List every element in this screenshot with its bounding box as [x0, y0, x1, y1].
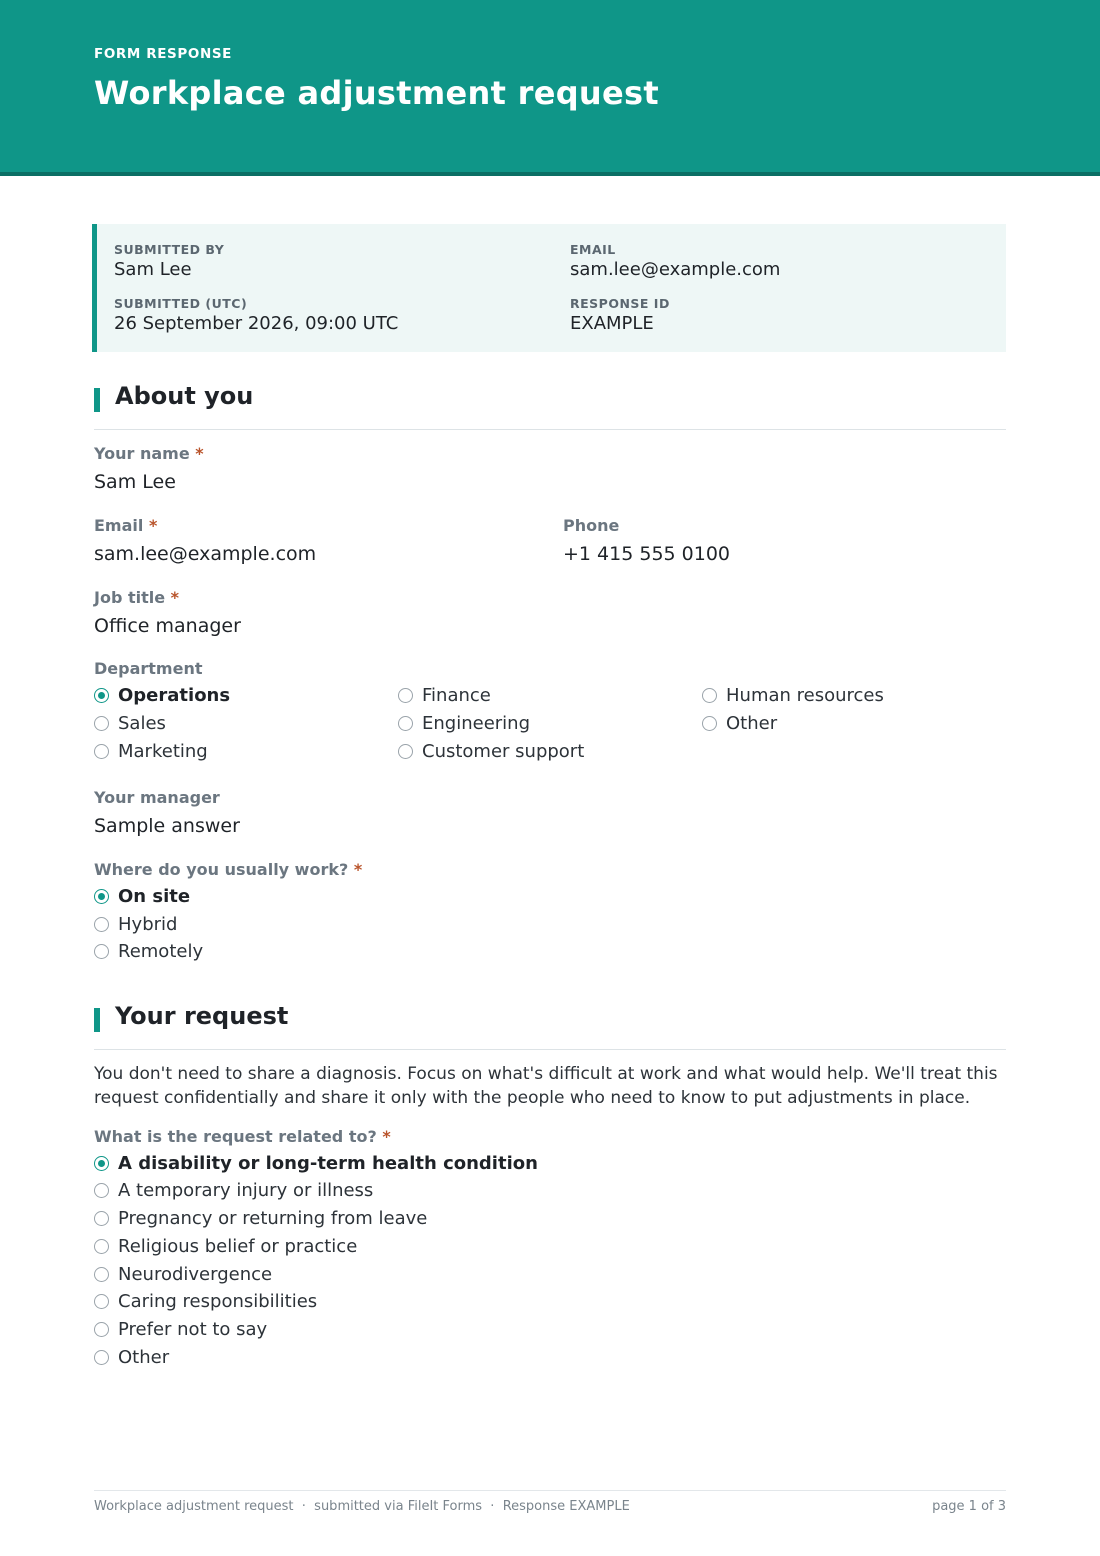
department-option: [94, 684, 230, 708]
radio-selected-icon: [94, 1156, 109, 1171]
page-footer: [94, 1490, 1006, 1514]
field-label: [94, 1127, 391, 1146]
header-eyebrow: FORM RESPONSE: [94, 46, 232, 62]
option-label: On site: [118, 886, 191, 907]
related-option: [94, 1318, 267, 1342]
field-value: Sam Lee: [94, 471, 176, 493]
field-value: Sample answer: [94, 815, 240, 837]
radio-empty-icon: [398, 688, 413, 703]
section-header: [94, 382, 1006, 430]
label-text: Job title: [94, 588, 166, 607]
option-label: Hybrid: [118, 914, 178, 935]
field-label: Department: [94, 659, 203, 678]
related-option: [94, 1207, 427, 1231]
meta-submitted-utc: [114, 296, 398, 334]
option-label: Pregnancy or returning from leave: [118, 1208, 428, 1229]
field-job-title: [94, 588, 241, 637]
meta-value: sam.lee@example.com: [570, 259, 781, 280]
section-your-request: [94, 1002, 1006, 1050]
field-email: [94, 516, 316, 565]
radio-empty-icon: [94, 1267, 109, 1282]
field-phone: [563, 516, 730, 565]
radio-empty-icon: [94, 1294, 109, 1309]
related-option: [94, 1152, 538, 1176]
work-option: [94, 885, 190, 909]
department-option: [94, 740, 208, 764]
option-label: Customer support: [422, 741, 585, 762]
required-marker: *: [195, 444, 204, 463]
radio-empty-icon: [702, 716, 717, 731]
footer-text: Workplace adjustment request · submitted via FileIt Forms · Response EXAMPLE: [94, 1499, 630, 1514]
option-label: Religious belief or practice: [118, 1236, 358, 1257]
radio-empty-icon: [94, 917, 109, 932]
meta-response-id: [570, 296, 670, 334]
option-label: Caring responsibilities: [118, 1291, 318, 1312]
option-label: Human resources: [726, 685, 884, 706]
work-option: [94, 940, 203, 964]
option-label: Other: [118, 1347, 170, 1368]
radio-empty-icon: [398, 744, 413, 759]
department-option: [94, 712, 166, 736]
label-text: What is the request related to?: [94, 1127, 377, 1146]
option-label: Engineering: [422, 713, 530, 734]
meta-value: 26 September 2026, 09:00 UTC: [114, 313, 399, 334]
section-accent-bar: [94, 1008, 100, 1032]
page-header: [0, 0, 1100, 176]
meta-submitted-by: [114, 242, 224, 280]
submission-meta-panel: [92, 224, 1006, 352]
department-option: [398, 740, 584, 764]
field-value: +1 415 555 0100: [563, 543, 731, 565]
work-option: [94, 913, 177, 937]
field-value: sam.lee@example.com: [94, 543, 317, 565]
radio-empty-icon: [398, 716, 413, 731]
required-marker: *: [382, 1127, 391, 1146]
field-label: [94, 444, 204, 463]
radio-empty-icon: [94, 1239, 109, 1254]
radio-empty-icon: [94, 1350, 109, 1365]
field-request-related: [94, 1127, 391, 1146]
meta-value: Sam Lee: [114, 259, 192, 280]
label-text: Email: [94, 516, 144, 535]
radio-empty-icon: [94, 744, 109, 759]
option-label: Other: [726, 713, 778, 734]
radio-empty-icon: [702, 688, 717, 703]
related-option: [94, 1290, 317, 1314]
radio-selected-icon: [94, 889, 109, 904]
department-option: [398, 712, 530, 736]
related-option: [94, 1179, 373, 1203]
page-title: Workplace adjustment request: [94, 74, 659, 112]
meta-label: EMAIL: [570, 242, 616, 257]
related-option: [94, 1263, 272, 1287]
page-number: page 1 of 3: [932, 1499, 1006, 1514]
radio-empty-icon: [94, 716, 109, 731]
related-option: [94, 1346, 169, 1370]
department-option: [398, 684, 491, 708]
meta-value: EXAMPLE: [570, 313, 654, 334]
option-label: A temporary injury or illness: [118, 1180, 374, 1201]
section-about-you: [94, 382, 1006, 430]
field-work-location: [94, 860, 362, 879]
field-label: Phone: [563, 516, 620, 535]
radio-empty-icon: [94, 1322, 109, 1337]
section-title: About you: [115, 382, 254, 410]
radio-empty-icon: [94, 944, 109, 959]
section-header: [94, 1002, 1006, 1050]
option-label: Remotely: [118, 941, 204, 962]
radio-empty-icon: [94, 1183, 109, 1198]
option-label: Finance: [422, 685, 491, 706]
field-your-manager: [94, 788, 240, 837]
field-label: Your manager: [94, 788, 220, 807]
related-option: [94, 1235, 357, 1259]
field-label: [94, 588, 241, 607]
required-marker: *: [170, 588, 180, 607]
radio-empty-icon: [94, 1211, 109, 1226]
department-option: [702, 684, 884, 708]
meta-label: RESPONSE ID: [570, 296, 670, 311]
section-accent-bar: [94, 388, 100, 412]
option-label: Operations: [118, 685, 231, 706]
section-title: Your request: [115, 1002, 289, 1030]
meta-label: SUBMITTED BY: [114, 242, 225, 257]
required-marker: *: [353, 860, 363, 879]
field-your-name: [94, 444, 204, 493]
field-label: [94, 860, 362, 879]
field-value: Office manager: [94, 615, 241, 637]
required-marker: *: [148, 516, 158, 535]
request-intro-text: You don't need to share a diagnosis. Focus on what's difficult at work and what would help. We'll treat this request confidentially and share it only with the people who need to know to put adjustments in place.: [94, 1064, 998, 1108]
option-label: Prefer not to say: [118, 1319, 268, 1340]
field-department: [94, 659, 202, 678]
option-label: A disability or long-term health condition: [118, 1153, 538, 1174]
option-label: Marketing: [118, 741, 208, 762]
option-label: Neurodivergence: [118, 1264, 273, 1285]
radio-selected-icon: [94, 688, 109, 703]
meta-email: [570, 242, 780, 280]
label-text: Where do you usually work?: [94, 860, 349, 879]
label-text: Your name: [94, 444, 190, 463]
department-option: [702, 712, 777, 736]
field-label: [94, 516, 316, 535]
meta-label: SUBMITTED (UTC): [114, 296, 248, 311]
option-label: Sales: [118, 713, 166, 734]
